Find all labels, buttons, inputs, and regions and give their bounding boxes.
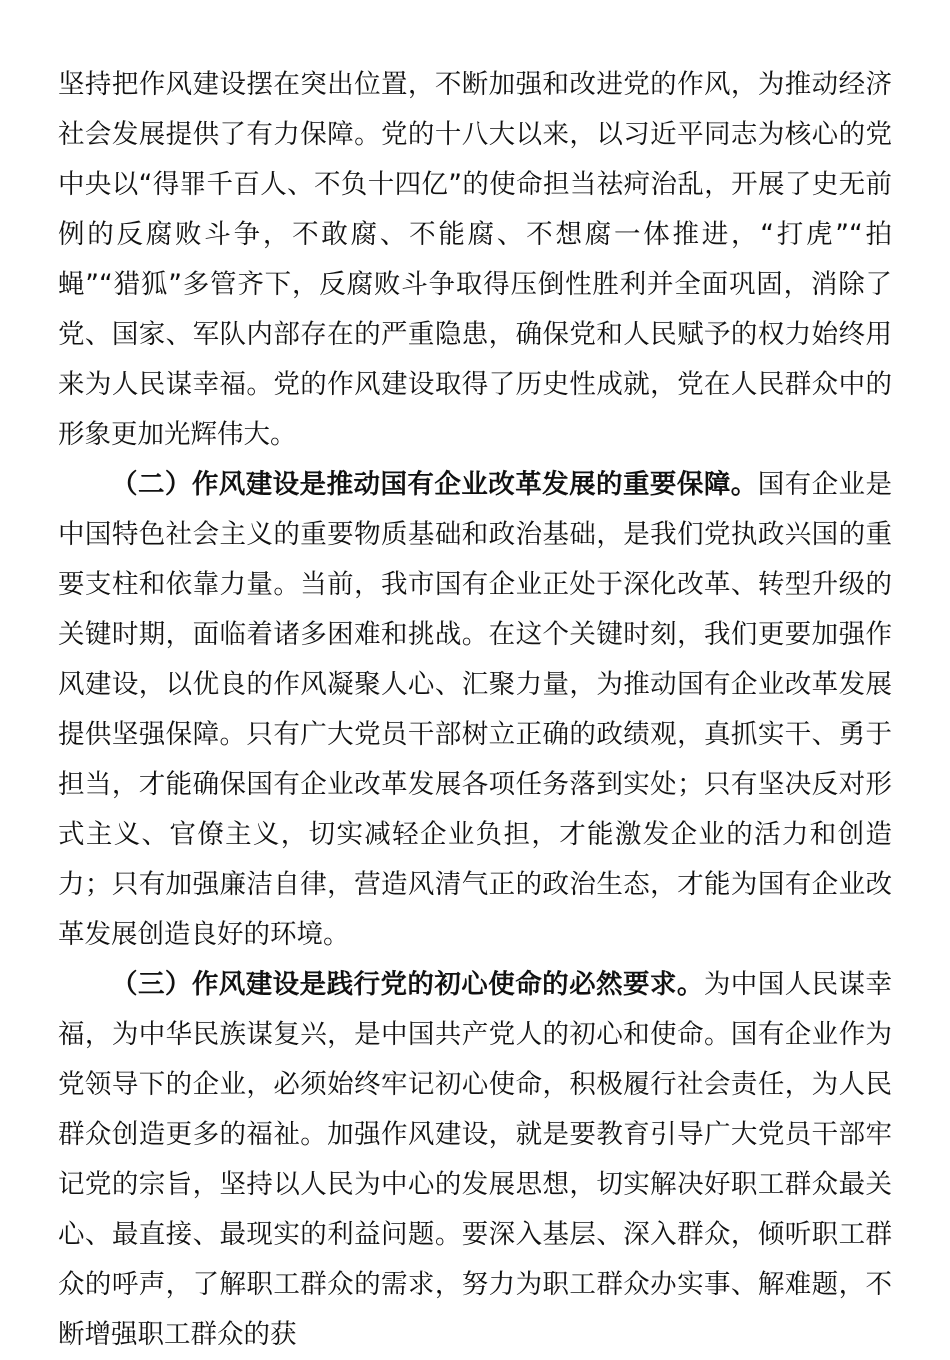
paragraph-2 bbox=[58, 460, 892, 960]
paragraph-3-text: 为中国人民谋幸福，为中华民族谋复兴，是中国共产党人的初心和使命。国有企业作为党领导下的企业，必须始终牢记初心使命，积极履行社会责任，为人民群众创造更多的福祉。加强作风建设，就是要教育引导广大党员干部牢记党的宗旨，坚持以人民为中心的发展思想，切实解决好职工群众最关心、最直接、最现实的利益问题。要深入基层、深入群众，倾听职工群众的呼声，了解职工群众的需求，努力为职工群众办实事、解难题，不断增强职工群众的获 bbox=[58, 969, 893, 1350]
paragraph-1-text: 坚持把作风建设摆在突出位置，不断加强和改进党的作风，为推动经济社会发展提供了有力保障。党的十八大以来，以习近平同志为核心的党中央以“得罪千百人、不负十四亿”的使命担当祛疴治乱，开展了史无前例的反腐败斗争，不敢腐、不能腐、不想腐一体推进，“打虎”“拍蝇”“猎狐”多管齐下，反腐败斗争取得压倒性胜利并全面巩固，消除了党、国家、军队内部存在的严重隐患，确保党和人民赋予的权力始终用来为人民谋幸福。党的作风建设取得了历史性成就，党在人民群众中的形象更加光辉伟大。 bbox=[58, 69, 892, 450]
paragraph-3 bbox=[58, 960, 892, 1360]
section-heading-3: （三）作风建设是践行党的初心使命的必然要求。 bbox=[111, 969, 704, 1000]
paragraph-2-text: 国有企业是中国特色社会主义的重要物质基础和政治基础，是我们党执政兴国的重要支柱和依靠力量。当前，我市国有企业正处于深化改革、转型升级的关键时期，面临着诸多困难和挑战。在这个关键时刻，我们更要加强作风建设，以优良的作风凝聚人心、汇聚力量，为推动国有企业改革发展提供坚强保障。只有广大党员干部树立正确的政绩观，真抓实干、勇于担当，才能确保国有企业改革发展各项任务落到实处；只有坚决反对形式主义、官僚主义，切实减轻企业负担，才能激发企业的活力和创造力；只有加强廉洁自律，营造风清气正的政治生态，才能为国有企业改革发展创造良好的环境。 bbox=[58, 469, 893, 950]
document-page bbox=[58, 60, 892, 1360]
section-heading-2: （二）作风建设是推动国有企业改革发展的重要保障。 bbox=[111, 469, 758, 500]
paragraph-1 bbox=[58, 60, 892, 460]
